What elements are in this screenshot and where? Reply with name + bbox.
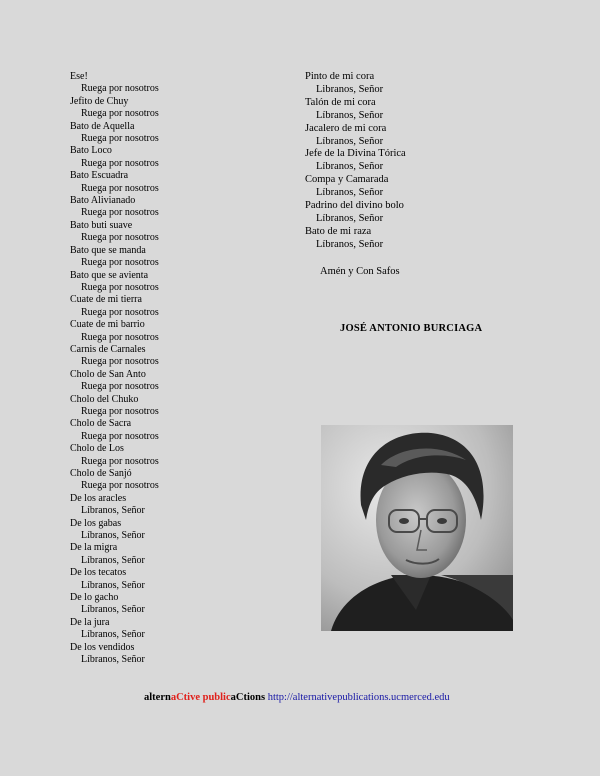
right-litany-response: Líbranos, Señor <box>316 109 384 121</box>
left-litany-response: Ruega por nosotros <box>81 480 159 492</box>
left-litany-line: De lo gacho <box>70 592 119 604</box>
left-litany-response: Ruega por nosotros <box>81 257 159 269</box>
left-litany-response: Ruega por nosotros <box>81 182 159 194</box>
left-litany-response: Ruega por nosotros <box>81 356 159 368</box>
left-litany-line: Cholo de Sanjó <box>70 468 132 479</box>
left-litany-line: Bato Loco <box>70 145 112 157</box>
left-litany-line: Cholo de Sacra <box>70 418 132 430</box>
left-litany-line: Bato que se manda <box>70 244 146 256</box>
brand-part-4: aCtions <box>230 692 266 703</box>
right-litany-line: Jefe de la Divina Tórica <box>305 148 406 160</box>
right-litany-response: Libranos, Señor <box>316 83 384 95</box>
left-litany-response: Ruega por nosotros <box>81 232 159 244</box>
left-litany-response: Ruega por nosotros <box>81 381 159 393</box>
left-litany-response: Ruega por nosotros <box>81 133 159 145</box>
left-litany-response: Líbranos, Señor <box>81 505 145 517</box>
left-litany-line: Bato de Aquella <box>70 120 135 132</box>
author-photo <box>321 425 513 631</box>
right-litany-line: Compa y Camarada <box>305 174 389 186</box>
right-litany-response: Líbranos, Señor <box>316 135 384 147</box>
left-litany-line: Bato buti suave <box>70 219 133 231</box>
right-litany-column <box>305 71 565 252</box>
left-litany-column <box>70 71 270 667</box>
left-litany-response: Ruega por nosotros <box>81 207 159 219</box>
left-litany-response: Líbranos, Señor <box>81 654 145 666</box>
left-litany-response: Líbranos, Señor <box>81 554 145 566</box>
brand-part-3: public <box>202 692 231 703</box>
left-litany-line: Cuate de mi barrio <box>70 319 145 331</box>
left-litany-line: Cholo del Chuko <box>70 393 139 405</box>
left-litany-response: Ruega por nosotros <box>81 157 159 169</box>
left-litany-line: Carnis de Carnales <box>70 343 146 355</box>
right-litany-response: Líbranos, Señor <box>316 187 384 199</box>
brand-part-1: altern <box>144 692 171 703</box>
left-litany-response: Ruega por nosotros <box>81 281 159 293</box>
closing-line: Amén y Con Safos <box>320 266 400 277</box>
left-litany-line: Bato que se avienta <box>70 269 149 281</box>
left-litany-line: Cholo de San Anto <box>70 368 146 380</box>
left-litany-line: Bato Alivianado <box>70 195 136 207</box>
left-litany-line: Jefito de Chuy <box>70 95 129 107</box>
left-litany-line: Cuate de mi tierra <box>70 294 142 306</box>
right-litany-line: Padrino del divino bolo <box>305 200 404 212</box>
left-litany-line: De la migra <box>70 542 118 554</box>
left-litany-response: Ruega por nosotros <box>81 405 159 417</box>
left-litany-line: De los aracles <box>70 492 127 504</box>
right-litany-response: Líbranos, Señor <box>316 212 384 224</box>
left-litany-response: Ruega por nosotros <box>81 306 159 318</box>
left-litany-line: De los gabas <box>70 517 122 529</box>
footer-url-link[interactable]: http://alternativepublications.ucmerced.edu <box>267 692 450 703</box>
brand-part-2: aCtive <box>170 692 203 703</box>
right-litany-line: Pinto de mi cora <box>305 71 375 82</box>
left-litany-line: Ese! <box>70 71 88 82</box>
left-litany-response: Ruega por nosotros <box>81 108 159 120</box>
left-litany-response: Ruega por nosotros <box>81 331 159 343</box>
right-litany-line: Jacalero de mi cora <box>305 122 387 134</box>
left-litany-line: Bato Escuadra <box>70 170 129 182</box>
left-litany-line: De los vendidos <box>70 641 135 653</box>
left-litany-response: Ruega por nosotros <box>81 455 159 467</box>
left-litany-response: Ruega por nosotros <box>81 430 159 442</box>
left-litany-line: Cholo de Los <box>70 443 124 455</box>
left-litany-response: Ruega por nosotros <box>81 83 159 95</box>
left-litany-response: Líbranos, Señor <box>81 604 145 616</box>
left-litany-line: De la jura <box>70 616 110 628</box>
left-litany-response: Líbranos, Señor <box>81 579 145 591</box>
left-litany-line: De los tecatos <box>70 567 127 579</box>
right-litany-line: Bato de mi raza <box>305 225 372 237</box>
right-litany-line: Talón de mi cora <box>305 96 376 108</box>
left-litany-response: Líbranos, Señor <box>81 629 145 641</box>
author-name: JOSÉ ANTONIO BURCIAGA <box>340 323 483 334</box>
right-litany-response: Líbranos, Señor <box>316 238 384 250</box>
right-litany-response: Líbranos, Señor <box>316 161 384 173</box>
footer <box>144 692 450 703</box>
left-litany-response: Líbranos, Señor <box>81 530 145 542</box>
